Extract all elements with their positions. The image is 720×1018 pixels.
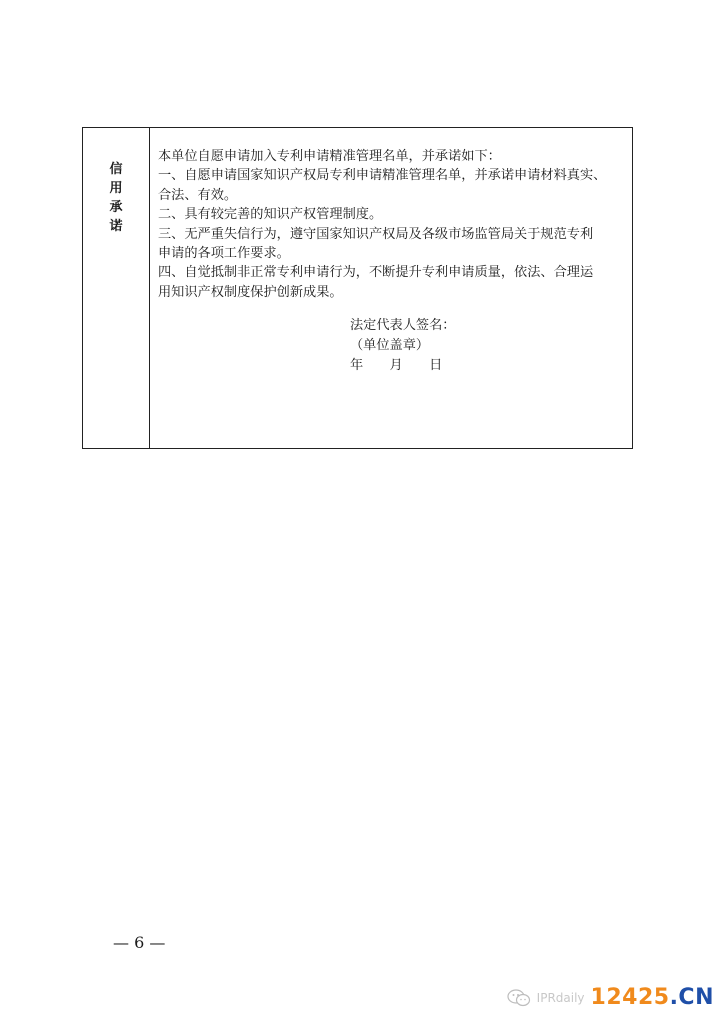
representative-signature-label: 法定代表人签名：: [350, 318, 456, 333]
label-char: 诺: [109, 219, 123, 234]
watermark-faded-text: IPRdaily: [536, 990, 585, 1005]
unit-seal-label: （单位盖章）: [350, 338, 430, 353]
site-logo: [591, 985, 714, 1010]
commitment-item-4: 四、自觉抵制非正常专利申请行为，不断提升专利申请质量，依法、合理运: [158, 265, 594, 281]
commitment-item-1-cont: 合法、有效。: [158, 187, 238, 203]
page-number: — 6 —: [113, 933, 166, 952]
credit-commitment-table: [82, 127, 633, 449]
watermark: [507, 985, 714, 1010]
site-logo-domain: .CN: [669, 985, 714, 1010]
date-line: 年 月 日: [350, 358, 443, 373]
signature-block: [350, 316, 456, 376]
commitment-item-3: 三、无严重失信行为，遵守国家知识产权局及各级市场监管局关于规范专利: [158, 226, 594, 242]
label-char: 用: [109, 181, 123, 196]
wechat-icon: [507, 989, 531, 1007]
credit-commitment-label: [83, 160, 149, 236]
commitment-intro: 本单位自愿申请加入专利申请精准管理名单，并承诺如下：: [158, 149, 501, 164]
commitment-content-cell: [150, 128, 632, 448]
site-logo-number: 12425: [590, 985, 670, 1010]
label-char: 承: [109, 200, 123, 215]
commitment-item-4-cont: 用知识产权制度保护创新成果。: [158, 284, 343, 300]
label-char: 信: [109, 162, 123, 177]
label-cell: [83, 128, 150, 448]
commitment-item-3-cont: 申请的各项工作要求。: [158, 246, 290, 262]
commitment-item-1: 一、自愿申请国家知识产权局专利申请精准管理名单，并承诺申请材料真实、: [158, 168, 607, 184]
commitment-item-2: 二、具有较完善的知识产权管理制度。: [158, 207, 383, 223]
